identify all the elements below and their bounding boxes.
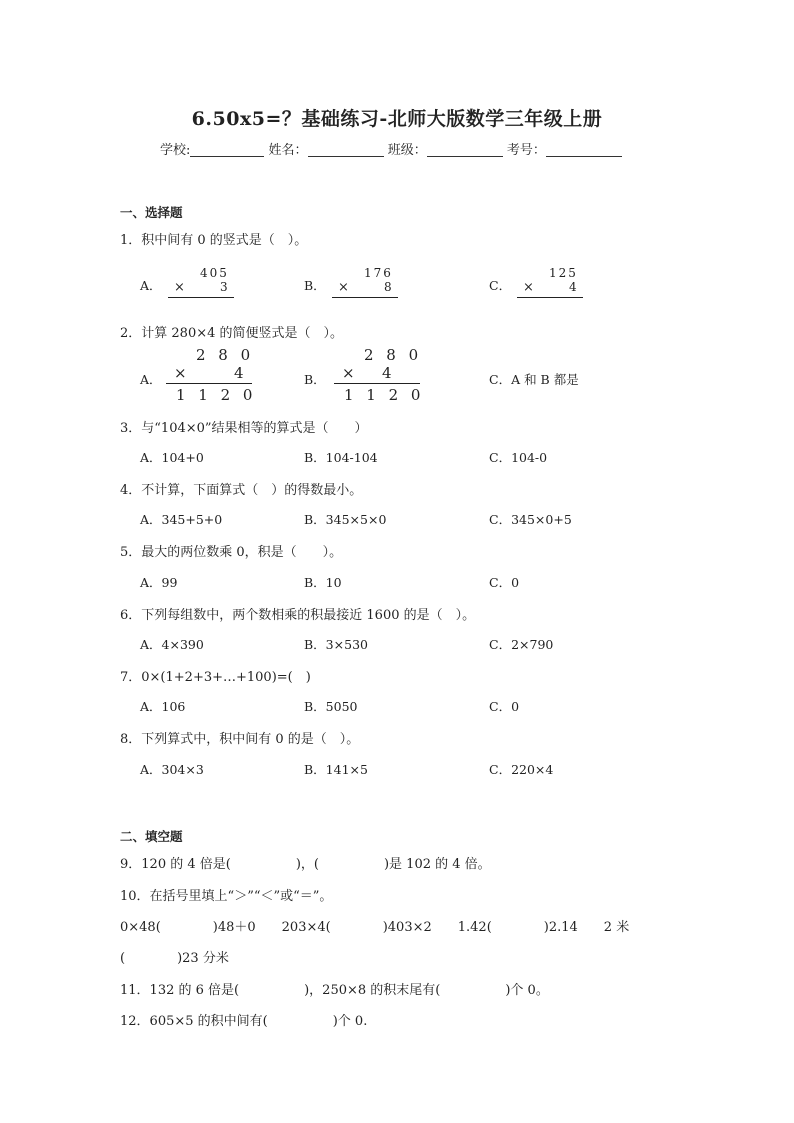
q2-a-top: 2 8 0 — [196, 346, 255, 364]
q4-option-c: C．345×0+5 — [489, 512, 572, 527]
q2-option-b-label: B． — [304, 372, 326, 387]
q1-option-b-label: B． — [304, 278, 326, 293]
q1-b-rule — [332, 297, 398, 298]
question-4: 4．不计算，下面算式（ ）的得数最小。 — [120, 483, 363, 498]
q1-option-a-label: A． — [140, 278, 162, 293]
q4-option-b: B．345×5×0 — [304, 512, 387, 527]
q1-option-b-vertical — [332, 266, 398, 300]
q1-a-top: 405 — [200, 266, 229, 280]
question-5: 5．最大的两位数乘 0，积是（ ）。 — [120, 545, 343, 560]
question-10: 10．在括号里填上“＞”“＜”或“＝”。 — [120, 889, 333, 904]
question-2: 2．计算 280×4 的简便竖式是（ ）。 — [120, 326, 344, 341]
section-fill: 二、填空题 — [120, 829, 183, 844]
q7-option-c: C．0 — [489, 699, 520, 714]
q1-option-c-label: C． — [489, 278, 512, 293]
q5-option-c: C．0 — [489, 575, 520, 590]
exam-no-label: 考号： — [506, 143, 546, 158]
q1-c-top: 125 — [549, 266, 578, 280]
question-1: 1．积中间有 0 的竖式是（ ）。 — [120, 233, 308, 248]
question-3: 3．与“104×0”结果相等的算式是（ ） — [120, 421, 368, 436]
q2-option-c: C．A 和 B 都是 — [489, 372, 579, 387]
q1-option-c-vertical — [517, 266, 583, 300]
q1-a-bottom: 3 — [220, 280, 228, 294]
question-6: 6．下列每组数中，两个数相乘的积最接近 1600 的是（ ）。 — [120, 608, 476, 623]
q2-a-sign: × — [174, 364, 187, 382]
q6-option-a: A．4×390 — [140, 637, 204, 652]
q3-option-a: A．104+0 — [140, 450, 204, 465]
q6-option-c: C．2×790 — [489, 637, 554, 652]
q3-option-c: C．104-0 — [489, 450, 548, 465]
school-label: 学校: — [160, 143, 191, 158]
question-11: 11．132 的 6 倍是( )，250×8 的积末尾有( )个 0。 — [120, 983, 549, 998]
q2-a-result: 1 1 2 0 — [176, 386, 257, 404]
q1-b-top: 176 — [364, 266, 393, 280]
q2-option-a-label: A． — [140, 372, 162, 387]
q1-a-rule — [168, 297, 234, 298]
name-label: 姓名： — [268, 143, 308, 158]
question-9: 9．120 的 4 倍是( )，( )是 102 的 4 倍。 — [120, 857, 491, 872]
q3-option-b: B．104-104 — [304, 450, 378, 465]
question-10-line-2: ( )23 分米 — [120, 951, 229, 966]
school-blank — [190, 142, 264, 157]
q1-c-bottom: 4 — [569, 280, 577, 294]
question-8: 8．下列算式中，积中间有 0 的是（ ）。 — [120, 732, 360, 747]
question-10-line-1: 0×48( )48＋0 203×4( )403×2 1.42( )2.14 2 米 — [120, 920, 630, 935]
q8-option-a: A．304×3 — [140, 762, 204, 777]
q4-option-a: A．345+5+0 — [140, 512, 223, 527]
q2-b-sign: × — [342, 364, 355, 382]
q1-b-sign: × — [338, 280, 349, 295]
q2-option-b-vertical — [334, 346, 425, 404]
q1-a-sign: × — [174, 280, 185, 295]
q2-a-rule — [166, 383, 252, 384]
student-info-row — [160, 139, 622, 158]
q5-option-b: B．10 — [304, 575, 342, 590]
q2-b-result: 1 1 2 0 — [344, 386, 425, 404]
q1-c-rule — [517, 297, 583, 298]
q6-option-b: B．3×530 — [304, 637, 368, 652]
q2-b-top: 2 8 0 — [364, 346, 423, 364]
q1-c-sign: × — [523, 280, 534, 295]
question-12: 12．605×5 的积中间有( )个 0. — [120, 1014, 368, 1029]
q2-b-bottom: 4 — [382, 364, 392, 382]
q2-b-rule — [334, 383, 420, 384]
exam-no-blank — [546, 142, 622, 157]
q5-option-a: A．99 — [140, 575, 178, 590]
q8-option-c: C．220×4 — [489, 762, 554, 777]
q2-a-bottom: 4 — [234, 364, 244, 382]
class-blank — [427, 142, 503, 157]
question-7: 7．0×(1+2+3+…+100)=( ) — [120, 670, 311, 685]
q1-b-bottom: 8 — [384, 280, 392, 294]
q7-option-b: B．5050 — [304, 699, 358, 714]
q1-option-a-vertical — [168, 266, 234, 300]
name-blank — [308, 142, 384, 157]
class-label: 班级： — [387, 143, 427, 158]
section-choice: 一、选择题 — [120, 205, 183, 220]
q2-option-a-vertical — [166, 346, 257, 404]
q7-option-a: A．106 — [140, 699, 186, 714]
q8-option-b: B．141×5 — [304, 762, 368, 777]
page-title: 6.50x5=？基础练习-北师大版数学三年级上册 — [191, 108, 603, 130]
